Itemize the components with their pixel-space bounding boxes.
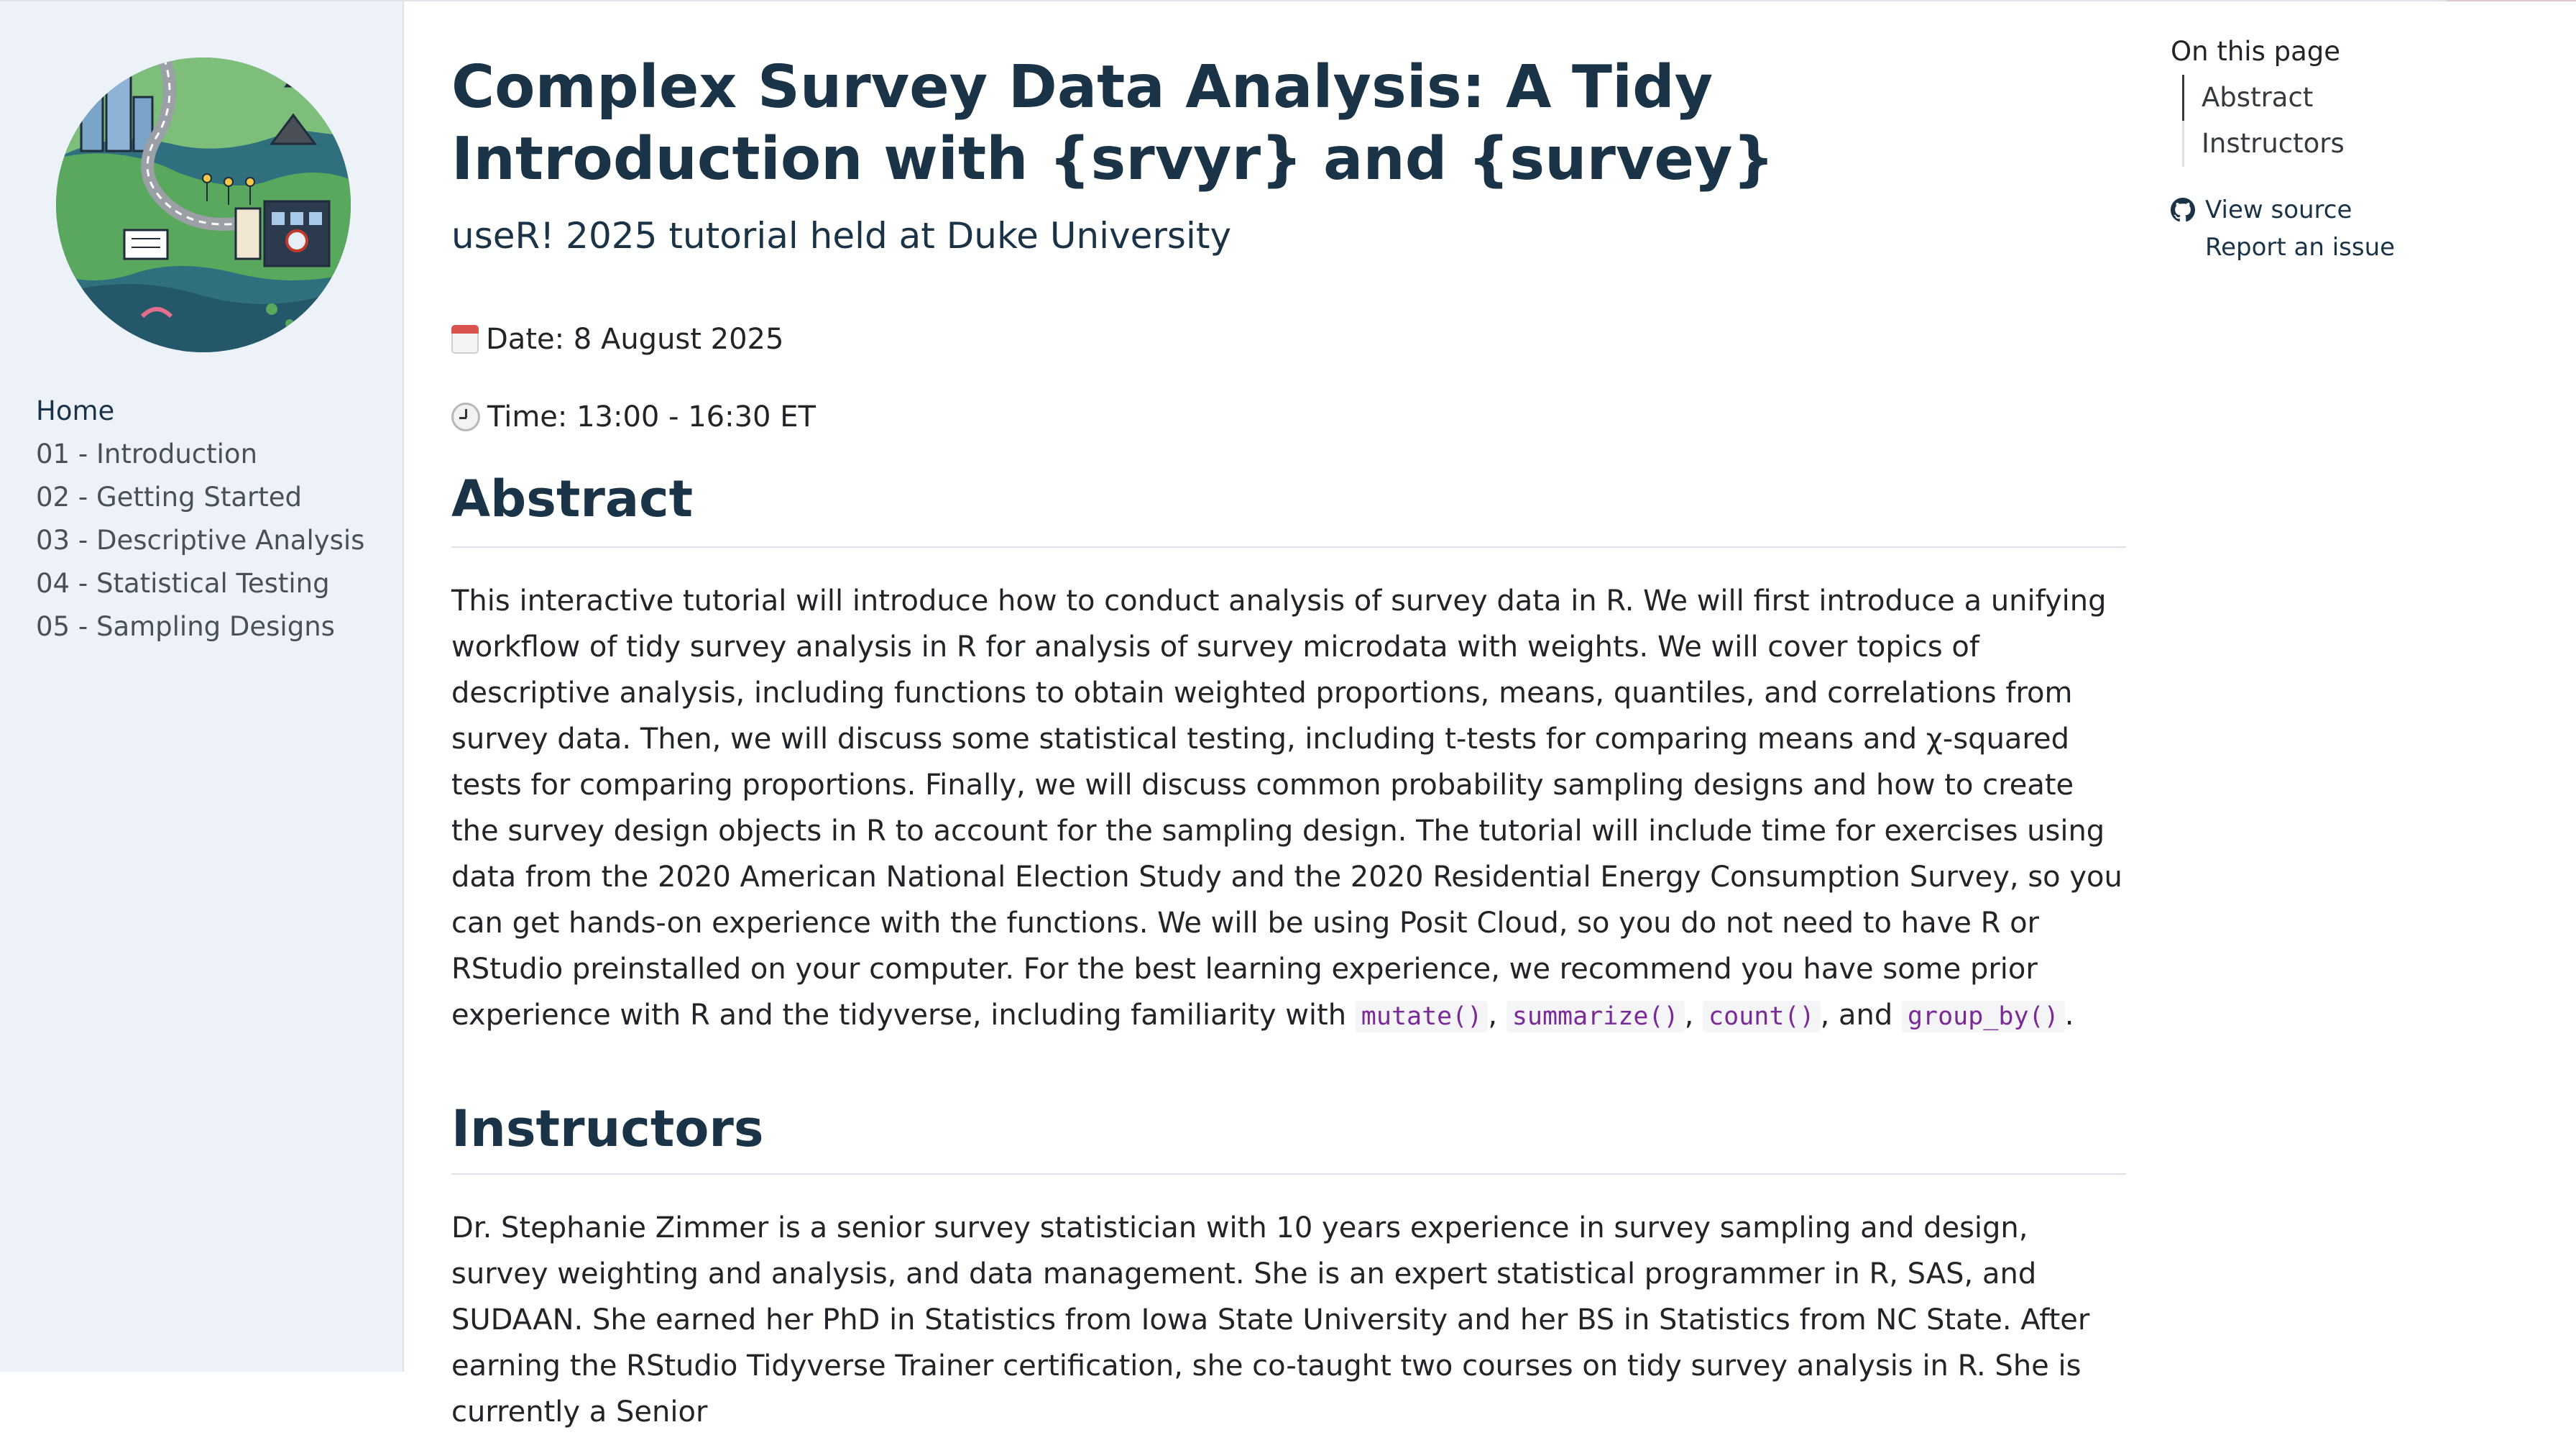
- sidebar-nav: [36, 390, 364, 648]
- table-of-contents: [2171, 29, 2544, 266]
- sidebar-item-descriptive-analysis[interactable]: 03 - Descriptive Analysis: [36, 525, 365, 556]
- toc-item-instructors[interactable]: Instructors: [2202, 128, 2345, 159]
- toc-links: [2171, 191, 2544, 266]
- view-source-link[interactable]: [2171, 191, 2544, 229]
- instructors-heading: Instructors: [451, 1099, 2126, 1175]
- toc-item-abstract[interactable]: Abstract: [2182, 75, 2544, 121]
- sidebar-item-getting-started[interactable]: 02 - Getting Started: [36, 482, 303, 513]
- page-title: Complex Survey Data Analysis: A Tidy Introduction with {srvyr} and {survey}: [451, 53, 1775, 193]
- instructors-paragraph: Dr. Stephanie Zimmer is a senior survey statistician with 10 years experience in survey sampling and design, survey weighting and analysis, and data management. She is an expert statistical programmer in R, SAS, and SUDAAN. She earned her PhD in Statistics from Iowa State University and her BS in Statistics from NC State. After earning the RStudio Tidyverse Trainer certification, she co-taught two courses on tidy survey analysis in R. She is currently a Senior: [451, 1211, 2090, 1429]
- abstract-text: This interactive tutorial will introduce how to conduct analysis of survey data in R. We will first introduce a unifying workflow of tidy survey analysis in R for analysis of survey microdata with weights. We will cover topics of descriptive analysis, including functions to obtain weighted proportions, means, quantiles, and correlations from survey data. Then, we will discuss some statistical testing, including t-tests for comparing means and χ-squared tests for comparing proportions. Finally, we will discuss common probability sampling designs and how to create the survey design objects in R to account for the sampling design. The tutorial will include time for exercises using data from the 2020 American National Election Study and the 2020 Residential Energy Consumption Survey, so you can get hands-on experience with the functions. We will be using Posit Cloud, so you do not need to have R or RStudio preinstalled on your computer. For the best learning experience, we recommend you have some prior experience with R and the tidyverse, including familiarity with: [451, 584, 2122, 1032]
- logo-illustration: [56, 58, 351, 352]
- abstract-paragraph: [451, 578, 2126, 1040]
- code-mutate: mutate(): [1356, 1001, 1489, 1032]
- abstract-end: .: [2064, 999, 2074, 1032]
- report-issue-link[interactable]: Report an issue: [2205, 233, 2396, 262]
- event-date-text: Date: 8 August 2025: [486, 323, 784, 356]
- abstract-sep-3: , and: [1820, 999, 1902, 1032]
- page-subtitle: useR! 2025 tutorial held at Duke University: [451, 215, 1232, 257]
- sidebar-item-introduction[interactable]: 01 - Introduction: [36, 439, 258, 469]
- clock-icon: [451, 403, 480, 431]
- code-group-by: group_by(): [1902, 1001, 2065, 1032]
- sidebar-item-statistical-testing[interactable]: 04 - Statistical Testing: [36, 568, 330, 599]
- abstract-heading: Abstract: [451, 469, 2126, 548]
- event-time-text: Time: 13:00 - 16:30 ET: [487, 400, 816, 434]
- site-logo[interactable]: [56, 58, 351, 352]
- top-border-accent: [2447, 0, 2576, 1]
- sidebar-item-home[interactable]: Home: [36, 395, 115, 426]
- event-date: [451, 318, 783, 361]
- view-source-label: View source: [2205, 196, 2352, 224]
- calendar-icon: [451, 325, 479, 354]
- github-icon: [2171, 198, 2195, 222]
- code-summarize: summarize(): [1506, 1001, 1685, 1032]
- abstract-sep-1: ,: [1488, 999, 1506, 1032]
- code-count: count(): [1703, 1001, 1821, 1032]
- event-time: [451, 395, 816, 439]
- toc-list: [2182, 75, 2544, 167]
- sidebar: [0, 1, 404, 1372]
- abstract-sep-2: ,: [1684, 999, 1703, 1032]
- toc-title: On this page: [2171, 36, 2341, 67]
- sidebar-item-sampling-designs[interactable]: 05 - Sampling Designs: [36, 611, 335, 642]
